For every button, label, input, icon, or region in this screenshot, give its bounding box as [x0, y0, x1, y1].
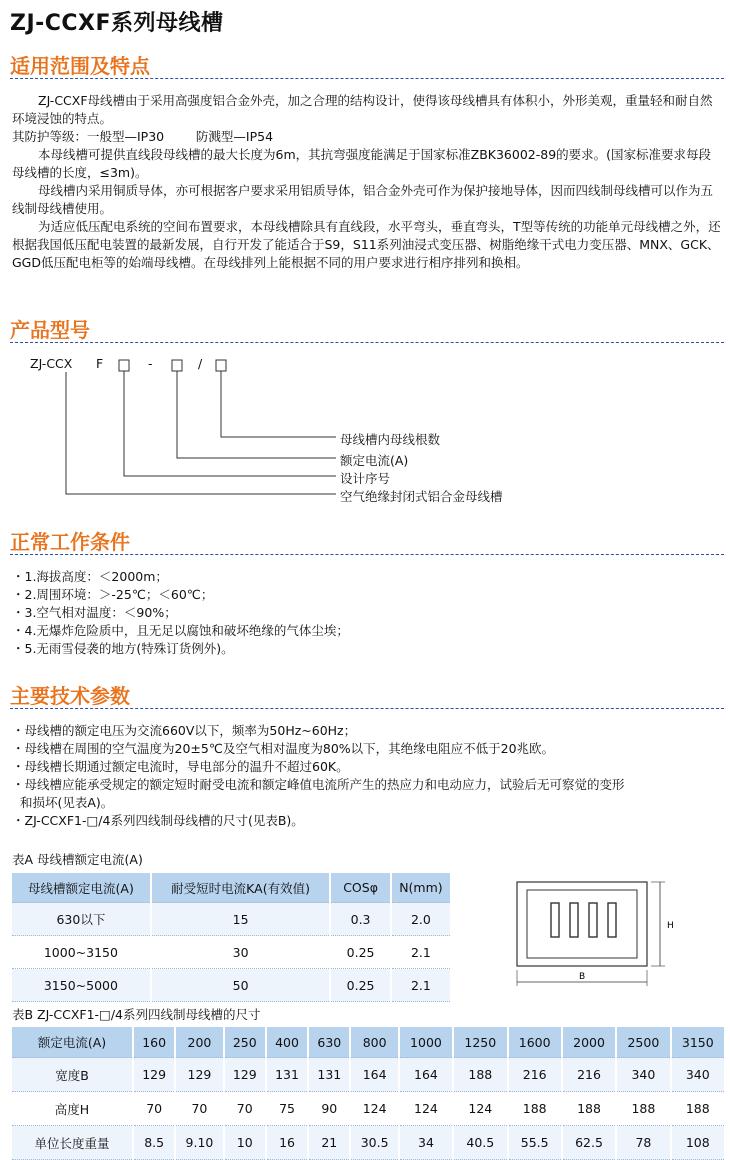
table-cell: 10	[224, 1126, 266, 1160]
table-cell: 34	[399, 1126, 453, 1160]
section-heading-model: 产品型号	[10, 318, 90, 342]
table-row	[12, 936, 451, 969]
table-cell: 90	[308, 1092, 350, 1126]
table-header-cell: 母线槽额定电流(A)	[12, 873, 151, 903]
table-cell: 0.25	[330, 969, 391, 1002]
table-cell: 40.5	[453, 1126, 507, 1160]
table-cell: 164	[350, 1058, 398, 1092]
table-cell: 0.25	[330, 936, 391, 969]
table-header-cell: 250	[224, 1027, 266, 1058]
table-cell: 188	[508, 1092, 562, 1126]
table-cell: 630以下	[12, 903, 151, 936]
model-label: 母线槽内母线根数	[340, 432, 441, 447]
list-item: ・母线槽的额定电压为交流660V以下，频率为50Hz~60Hz；	[12, 723, 357, 738]
table-cell: 15	[151, 903, 330, 936]
table-cell: 2.1	[391, 936, 451, 969]
table-header-cell: 额定电流(A)	[12, 1027, 133, 1058]
conditions-list	[12, 568, 349, 658]
list-item: ・4.无爆炸危险质中，且无足以腐蚀和破坏绝缘的气体尘埃；	[12, 623, 349, 638]
table-header-cell: 1000	[399, 1027, 453, 1058]
table-cell: 70	[224, 1092, 266, 1126]
scope-paragraph: 母线槽内采用铜质导体，亦可根据客户要求采用铝质导体，铝合金外壳可作为保护接地导体，因而四线制母线槽可以作为五线制母线槽使用。	[12, 183, 714, 216]
table-header-cell: COSφ	[330, 873, 391, 903]
table-cell: 3150~5000	[12, 969, 151, 1002]
table-cell: 62.5	[562, 1126, 616, 1160]
table-header-cell: 1250	[453, 1027, 507, 1058]
table-header-cell: 耐受短时电流KA(有效值)	[151, 873, 330, 903]
table-cell: 30	[151, 936, 330, 969]
table-b-caption: 表B ZJ-CCXF1-□/4系列四线制母线槽的尺寸	[12, 1007, 261, 1022]
table-header-cell: 2000	[562, 1027, 616, 1058]
table-header-cell: 3150	[671, 1027, 725, 1058]
table-cell: 16	[266, 1126, 308, 1160]
scope-paragraph: 其防护等级：一般型—IP30 防溅型—IP54	[12, 129, 274, 144]
tech-list	[12, 722, 625, 830]
conductor-bar	[589, 903, 597, 937]
page-title: ZJ-CCXF系列母线槽	[10, 11, 224, 36]
section-divider	[10, 554, 724, 555]
height-label: H	[667, 921, 674, 931]
table-cell: 0.3	[330, 903, 391, 936]
list-item: ・母线槽应能承受规定的额定短时耐受电流和额定峰值电流所产生的热应力和电动应力，试验后无可察觉的变形	[12, 777, 625, 792]
model-code-slash: /	[198, 356, 203, 371]
table-cell: 70	[133, 1092, 175, 1126]
table-row	[12, 969, 451, 1002]
model-code-f: F	[96, 356, 104, 371]
table-cell: 50	[151, 969, 330, 1002]
inner-housing	[527, 890, 637, 958]
table-header-cell: 200	[175, 1027, 223, 1058]
table-header-cell: 400	[266, 1027, 308, 1058]
table-cell: 2.1	[391, 969, 451, 1002]
table-cell: 1000~3150	[12, 936, 151, 969]
cross-section-diagram	[515, 880, 685, 990]
section-heading-tech: 主要技术参数	[10, 684, 130, 708]
table-header-cell: N(mm)	[391, 873, 451, 903]
model-label: 额定电流(A)	[340, 453, 409, 468]
leader-line	[221, 371, 336, 437]
table-header-cell: 160	[133, 1027, 175, 1058]
table-cell: 129	[224, 1058, 266, 1092]
table-cell: 340	[671, 1058, 725, 1092]
list-item: ・母线槽长期通过额定电流时，导电部分的温升不超过60K。	[12, 759, 349, 774]
table-header-cell: 630	[308, 1027, 350, 1058]
table-cell: 8.5	[133, 1126, 175, 1160]
list-item: ・3.空气相对温度：＜90%；	[12, 605, 177, 620]
table-cell: 108	[671, 1126, 725, 1160]
table-cell: 55.5	[508, 1126, 562, 1160]
table-cell: 75	[266, 1092, 308, 1126]
table-cell: 188	[562, 1092, 616, 1126]
conductor-bar	[608, 903, 616, 937]
table-header-row	[12, 1027, 725, 1058]
table-cell: 131	[266, 1058, 308, 1092]
placeholder-box	[119, 360, 129, 371]
model-code-dash: -	[148, 356, 153, 371]
table-cell: 216	[508, 1058, 562, 1092]
table-row	[12, 1126, 725, 1160]
list-item: ・1.海拔高度：＜2000m；	[12, 569, 168, 584]
placeholder-box	[216, 360, 226, 371]
table-cell: 129	[175, 1058, 223, 1092]
table-header-cell: 800	[350, 1027, 398, 1058]
table-row	[12, 1058, 725, 1092]
section-heading-scope: 适用范围及特点	[10, 54, 150, 78]
table-cell: 宽度B	[12, 1058, 133, 1092]
table-cell: 129	[133, 1058, 175, 1092]
table-cell: 70	[175, 1092, 223, 1126]
table-header-cell: 2500	[616, 1027, 670, 1058]
list-item: ・5.无雨雪侵袭的地方(特殊订货例外)。	[12, 641, 234, 656]
table-cell: 188	[453, 1058, 507, 1092]
table-b	[12, 1027, 726, 1160]
scope-paragraph: 本母线槽可提供直线段母线槽的最大长度为6m，其抗弯强度能满足于国家标准ZBK36002-89的要求。(国家标准要求每段母线槽的长度，≤3m)。	[12, 147, 712, 180]
model-label: 空气绝缘封闭式铝合金母线槽	[340, 489, 503, 504]
table-cell: 21	[308, 1126, 350, 1160]
table-cell: 340	[616, 1058, 670, 1092]
leader-line	[177, 371, 336, 458]
scope-paragraph: ZJ-CCXF母线槽由于采用高强度铝合金外壳，加之合理的结构设计，使得该母线槽具有体积小，外形美观，重量轻和耐自然环境浸蚀的特点。	[12, 93, 713, 126]
placeholder-box	[172, 360, 182, 371]
model-code-prefix: ZJ-CCX	[30, 356, 73, 371]
model-label: 设计序号	[340, 471, 391, 486]
section-divider	[10, 708, 724, 709]
table-cell: 124	[453, 1092, 507, 1126]
table-cell: 216	[562, 1058, 616, 1092]
list-item: ・母线槽在周围的空气温度为20±5℃及空气相对温度为80%以下，其绝缘电阻应不低于20兆欧。	[12, 741, 555, 756]
list-item: ・2.周围环境：＞-25℃；＜60℃；	[12, 587, 214, 602]
table-cell: 188	[671, 1092, 725, 1126]
conductor-bar	[551, 903, 559, 937]
scope-paragraph: 为适应低压配电系统的空间布置要求，本母线槽除具有直线段，水平弯头，垂直弯头，T型等传统的功能单元母线槽之外，还根据我国低压配电装置的最新发展，自行开发了能适合于S9，S11系列油浸式变压器、树脂绝缘干式电力变压器、MNX、GCK、GGD低压配电柜等的始端母线槽。在母线排列上能根据不同的用户要求进行相序排列和换相。	[12, 219, 721, 270]
outer-housing	[517, 882, 647, 966]
table-cell: 124	[399, 1092, 453, 1126]
width-label: B	[579, 972, 586, 982]
table-cell: 单位长度重量	[12, 1126, 133, 1160]
table-cell: 164	[399, 1058, 453, 1092]
table-cell: 高度H	[12, 1092, 133, 1126]
table-row	[12, 1092, 725, 1126]
table-cell: 124	[350, 1092, 398, 1126]
table-cell: 2.0	[391, 903, 451, 936]
table-cell: 9.10	[175, 1126, 223, 1160]
table-cell: 30.5	[350, 1126, 398, 1160]
table-cell: 188	[616, 1092, 670, 1126]
section-heading-conditions: 正常工作条件	[10, 530, 130, 554]
table-header-cell: 1600	[508, 1027, 562, 1058]
list-item: ・ZJ-CCXF1-□/4系列四线制母线槽的尺寸(见表B)。	[12, 813, 304, 828]
table-cell: 78	[616, 1126, 670, 1160]
table-row	[12, 903, 451, 936]
list-item: 和损坏(见表A)。	[12, 795, 114, 810]
table-a-caption: 表A 母线槽额定电流(A)	[12, 852, 143, 867]
table-a	[12, 873, 452, 1002]
leader-line	[124, 371, 336, 476]
table-header-row	[12, 873, 451, 903]
table-cell: 131	[308, 1058, 350, 1092]
conductor-bar	[570, 903, 578, 937]
